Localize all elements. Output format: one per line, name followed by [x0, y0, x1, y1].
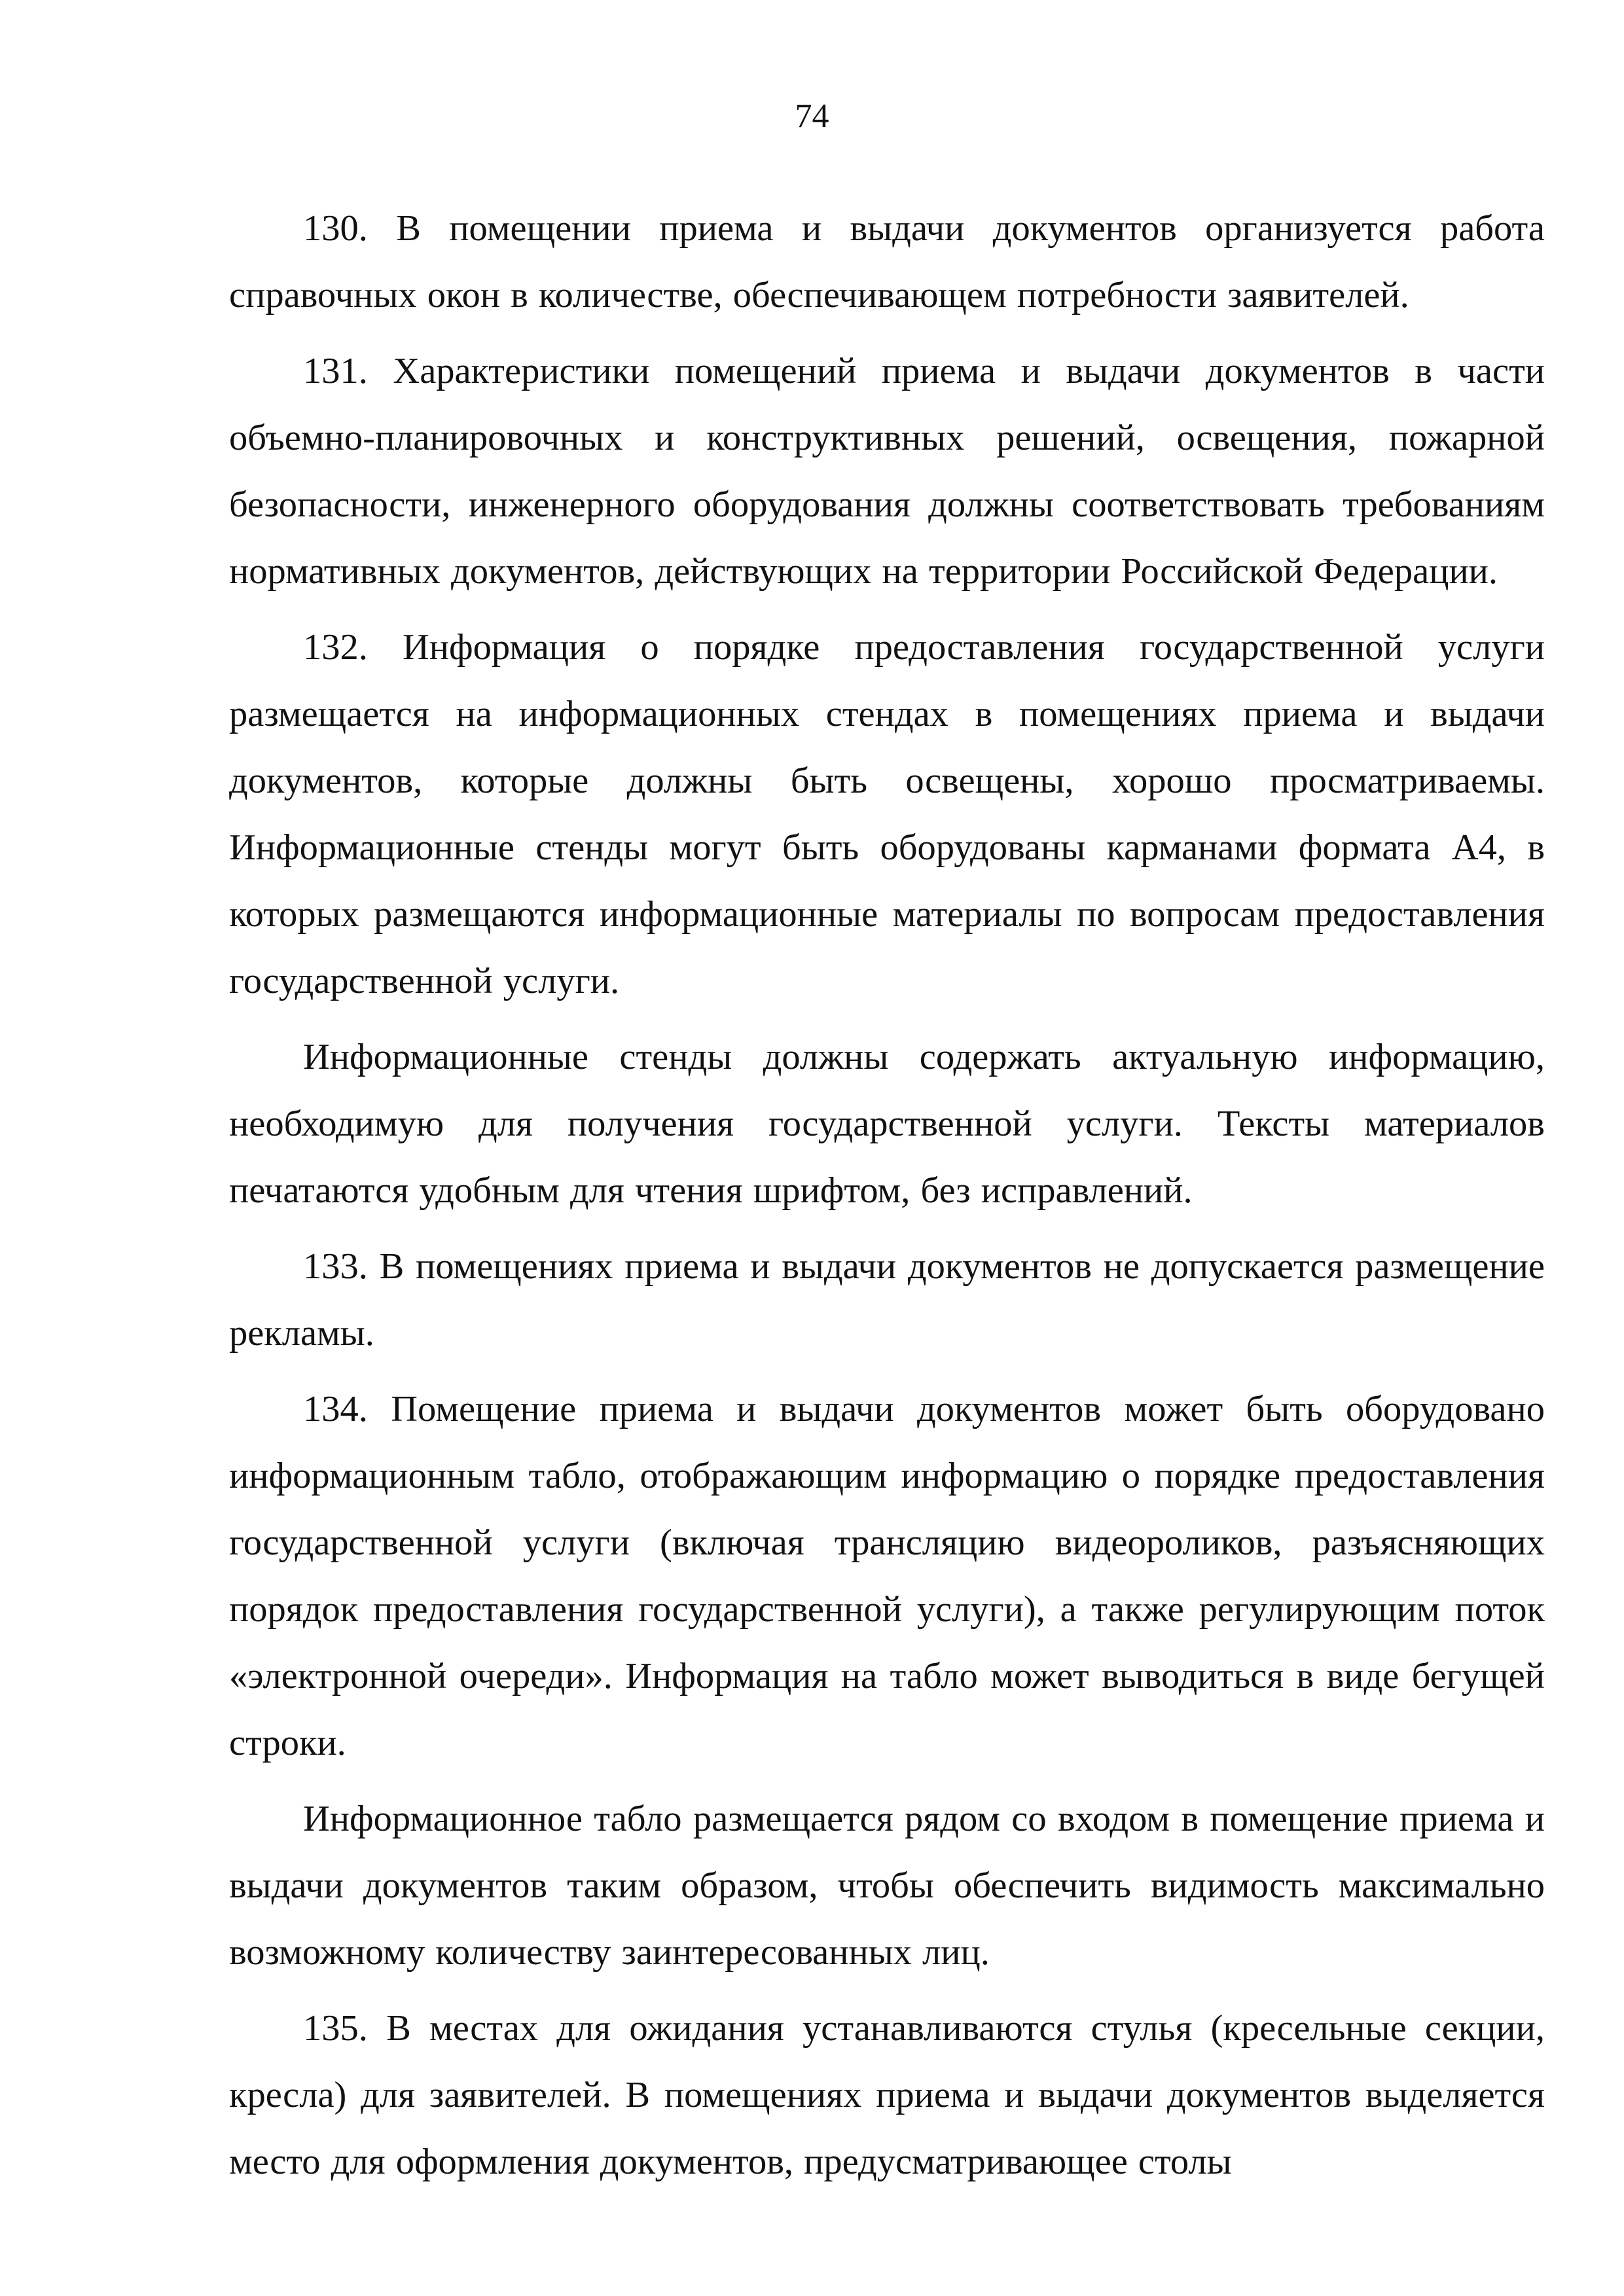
paragraph-130: 130. В помещении приема и выдачи документов организуется работа справочных окон в количестве, обеспечивающем потребности заявителей.: [229, 208, 1545, 315]
paragraph-131: 131. Характеристики помещений приема и выдачи документов в части объемно-планировочных и конструктивных решений, освещения, пожарной безопасности, инженерного оборудования должны соответствовать требованиям нормативных документов, действующих на территории Российской Федерации.: [229, 351, 1545, 592]
paragraph-135: 135. В местах для ожидания устанавливаются стулья (кресельные секции, кресла) для заявителей. В помещениях приема и выдачи документов выделяется место для оформления документов, предусматривающее столы: [229, 2008, 1545, 2182]
document-body: [229, 195, 1545, 2195]
paragraph-132: 132. Информация о порядке предоставления государственной услуги размещается на информационных стендах в помещениях приема и выдачи документов, которые должны быть освещены, хорошо просматриваемы. Информационные стенды могут быть оборудованы карманами формата А4, в которых размещаются информационные материалы по вопросам предоставления государственной услуги.: [229, 627, 1545, 1001]
paragraph-134-placement: Информационное табло размещается рядом со входом в помещение приема и выдачи документов таким образом, чтобы обеспечить видимость максимально возможному количеству заинтересованных лиц.: [229, 1799, 1545, 1973]
paragraph-132-stands: Информационные стенды должны содержать актуальную информацию, необходимую для получения государственной услуги. Тексты материалов печатаются удобным для чтения шрифтом, без исправлений.: [229, 1037, 1545, 1211]
paragraph-133: 133. В помещениях приема и выдачи документов не допускается размещение рекламы.: [229, 1246, 1545, 1354]
paragraph-134: 134. Помещение приема и выдачи документов может быть оборудовано информационным табло, отображающим информацию о порядке предоставления государственной услуги (включая трансляцию видеороликов, разъясняющих порядок предоставления государственной услуги), а также регулирующим поток «электронной очереди». Информация на табло может выводиться в виде бегущей строки.: [229, 1389, 1545, 1763]
page-number: 74: [795, 98, 829, 135]
